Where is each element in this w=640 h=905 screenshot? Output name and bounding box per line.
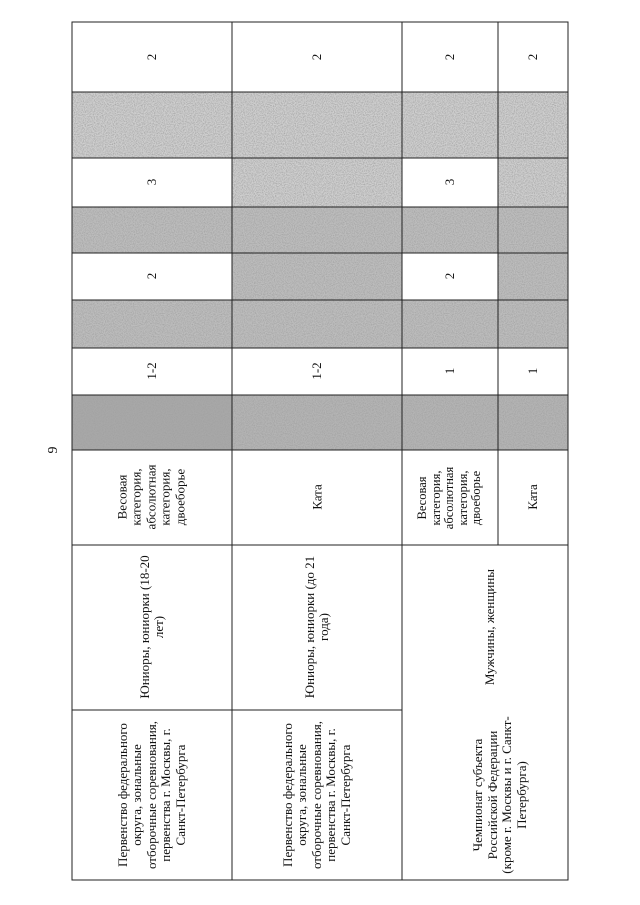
row3-event: Чемпионат субъекта Российской Федерации (кроме г. Москвы и г. Санкт-Петербурга) bbox=[470, 716, 529, 874]
row1-event: Первенство федерального округа, зональные отборочные соревнования, первенства г. Москвы, г. Санкт-Петербурга bbox=[114, 720, 188, 870]
row3-discipline: Весовая категория, абсолютная категория, двоеборье bbox=[415, 466, 484, 530]
row4-discipline: Ката bbox=[524, 484, 540, 510]
row1-age-group: Юниоры, юниорки (18-20 лет) bbox=[136, 555, 166, 699]
row3-age-group: Мужчины, женщины bbox=[481, 568, 497, 686]
row1-place-range: 1-2 bbox=[144, 362, 159, 380]
page-number: 9 bbox=[46, 446, 61, 454]
row1-col-3: 3 bbox=[144, 178, 159, 186]
row1-last: 2 bbox=[144, 53, 159, 61]
row2-discipline: Ката bbox=[309, 484, 325, 510]
row1-col-2: 2 bbox=[144, 272, 159, 280]
row2-event: Первенство федерального округа, зональные отборочные соревнования, первенства г. Москвы, г. Санкт-Петербурга bbox=[279, 720, 353, 870]
row3-last: 2 bbox=[442, 53, 457, 61]
row1-discipline: Весовая категория, абсолютная категория, двоеборье bbox=[114, 464, 188, 530]
row4-place-range: 1 bbox=[525, 367, 540, 375]
row3-col-2: 2 bbox=[442, 272, 457, 280]
row4-last: 2 bbox=[525, 53, 540, 61]
row3-place-range: 1 bbox=[442, 367, 457, 375]
row2-last: 2 bbox=[309, 53, 324, 61]
row2-place-range: 1-2 bbox=[309, 362, 324, 380]
row3-col-3: 3 bbox=[442, 178, 457, 186]
row2-age-group: Юниоры, юниорки (до 21 года) bbox=[301, 555, 331, 699]
